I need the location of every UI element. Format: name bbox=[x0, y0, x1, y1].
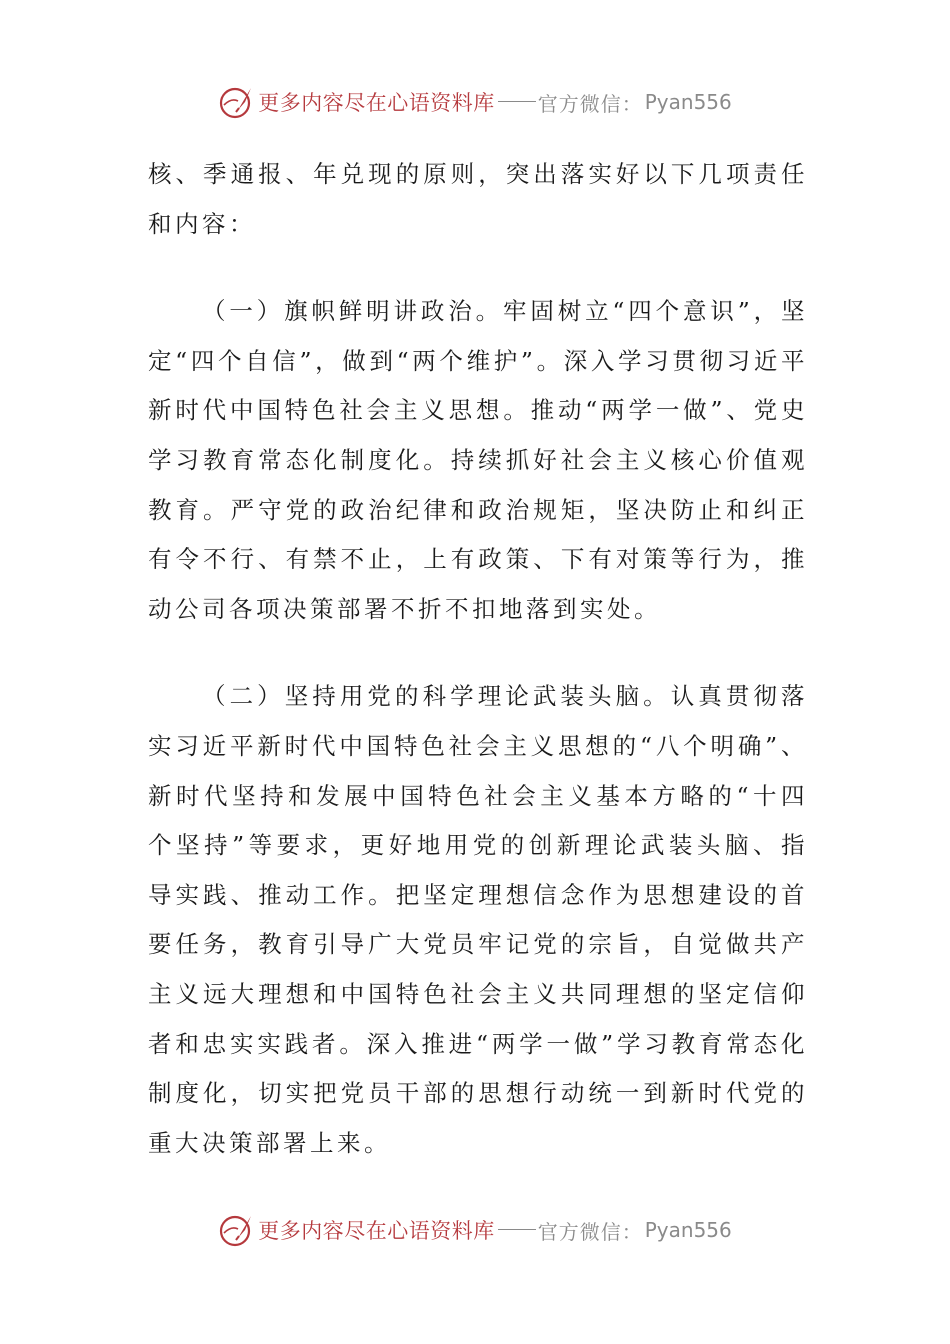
watermark-dash bbox=[498, 1229, 536, 1230]
quill-logo-icon bbox=[218, 84, 254, 120]
document-body bbox=[148, 150, 808, 1168]
watermark-brand-text: 更多内容尽在心语资料库 bbox=[258, 91, 495, 115]
watermark-brand-text: 更多内容尽在心语资料库 bbox=[258, 1219, 495, 1243]
paragraph-continuation: 核、季通报、年兑现的原则，突出落实好以下几项责任和内容： bbox=[148, 160, 808, 238]
watermark-wechat-account: Pyan556 bbox=[644, 90, 732, 114]
watermark-wechat-account: Pyan556 bbox=[644, 1218, 732, 1242]
quill-logo-icon bbox=[218, 1212, 254, 1248]
header-watermark bbox=[0, 82, 950, 122]
footer-watermark bbox=[0, 1210, 950, 1250]
watermark-wechat-label: 官方微信： bbox=[537, 91, 643, 116]
paragraph-section-1: （一）旗帜鲜明讲政治。牢固树立“四个意识”，坚定“四个自信”，做到“两个维护”。深入学习贯彻习近平新时代中国特色社会主义思想。推动“两学一做”、党史学习教育常态化制度化。持续抓好社会主义核心价值观教育。严守党的政治纪律和政治规矩，坚决防止和纠正有令不行、有禁不止，上有政策、下有对策等行为，推动公司各项决策部署不折不扣地落到实处。 bbox=[148, 297, 808, 623]
paragraph-section-2: （二）坚持用党的科学理论武装头脑。认真贯彻落实习近平新时代中国特色社会主义思想的“八个明确”、新时代坚持和发展中国特色社会主义基本方略的“十四个坚持”等要求，更好地用党的创新理论武装头脑、指导实践、推动工作。把坚定理想信念作为思想建设的首要任务，教育引导广大党员牢记党的宗旨，自觉做共产主义远大理想和中国特色社会主义共同理想的坚定信仰者和忠实实践者。深入推进“两学一做”学习教育常态化制度化，切实把党员干部的思想行动统一到新时代党的重大决策部署上来。 bbox=[148, 682, 808, 1157]
watermark-dash bbox=[498, 101, 536, 102]
watermark-wechat-label: 官方微信： bbox=[537, 1219, 643, 1244]
